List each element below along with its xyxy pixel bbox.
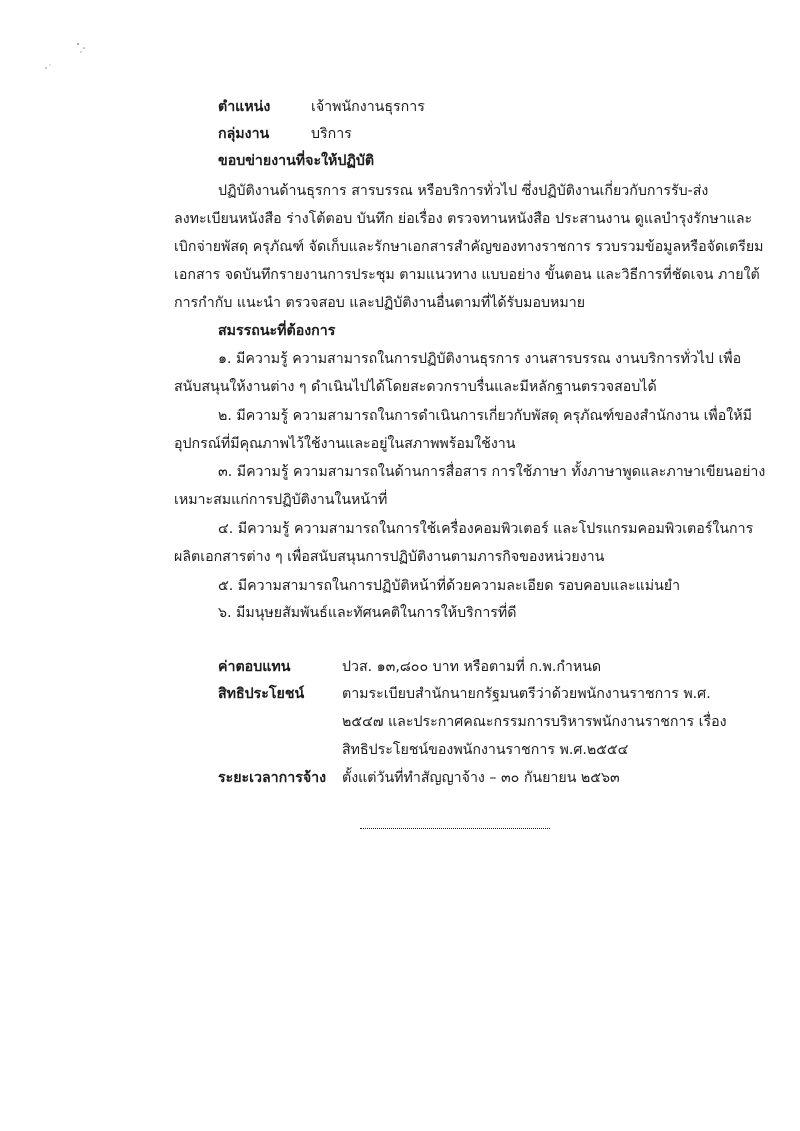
benefits-line: ๒๕๔๗ และประกาศคณะกรรมการบริหารพนักงานราชการ เรื่อง (342, 714, 727, 730)
scope-line: เบิกจ่ายพัสดุ ครุภัณฑ์ จัดเก็บและรักษาเอกสารสำคัญของทางราชการ รวบรวมข้อมูลหรือจัดเตรียม (174, 239, 764, 255)
benefits-line: ตามระเบียบสำนักนายกรัฐมนตรีว่าด้วยพนักงานราชการ พ.ศ. (342, 686, 711, 702)
period-value: ตั้งแต่วันที่ทำสัญญาจ้าง – ๓๐ กันยายน ๒๕๖๓ (342, 770, 620, 786)
competency-item: ๓. มีความรู้ ความสามารถในด้านการสื่อสาร การใช้ภาษา ทั้งภาษาพูดและภาษาเขียนอย่าง (218, 464, 766, 480)
competency-item-continued: อุปกรณ์ที่มีคุณภาพไว้ใช้งานและอยู่ในสภาพพร้อมใช้งาน (174, 436, 516, 452)
competency-item-continued: เหมาะสมแก่การปฏิบัติงานในหน้าที่ (174, 492, 388, 508)
scan-specks (40, 38, 100, 78)
competency-item: ๔. มีความรู้ ความสามารถในการใช้เครื่องคอมพิวเตอร์ และโปรแกรมคอมพิวเตอร์ในการ (218, 521, 754, 537)
compensation-label: ค่าตอบแทน (218, 659, 291, 675)
scope-line: ลงทะเบียนหนังสือ ร่างโต้ตอบ บันทึก ย่อเรื่อง ตรวจทานหนังสือ ประสานงาน ดูแลบำรุงรักษาและ (174, 211, 753, 227)
end-dotted-line (360, 818, 550, 829)
scope-line: การกำกับ แนะนำ ตรวจสอบ และปฏิบัติงานอื่นตามที่ได้รับมอบหมาย (174, 295, 586, 311)
period-label: ระยะเวลาการจ้าง (218, 770, 327, 786)
competency-item: ๑. มีความรู้ ความสามารถในการปฏิบัติงานธุรการ งานสารบรรณ งานบริการทั่วไป เพื่อ (218, 351, 742, 367)
benefits-label: สิทธิประโยชน์ (218, 686, 305, 702)
scope-line: ปฏิบัติงานด้านธุรการ สารบรรณ หรือบริการทั่วไป ซึ่งปฏิบัติงานเกี่ยวกับการรับ-ส่ง (218, 183, 709, 199)
scope-line: เอกสาร จดบันทึกรายงานการประชุม ตามแนวทาง แบบอย่าง ขั้นตอน และวิธีการที่ชัดเจน ภายใต้ (174, 267, 760, 283)
competency-heading: สมรรถนะที่ต้องการ (218, 323, 336, 339)
compensation-value: ปวส. ๑๓,๘๐๐ บาท หรือตามที่ ก.พ.กำหนด (342, 659, 602, 675)
group-value: บริการ (311, 126, 352, 142)
group-label: กลุ่มงาน (218, 126, 270, 142)
position-label: ตำแหน่ง (218, 99, 271, 115)
position-value: เจ้าพนักงานธุรการ (311, 99, 425, 115)
competency-item-continued: สนับสนุนให้งานต่าง ๆ ดำเนินไปได้โดยสะดวกราบรื่นและมีหลักฐานตรวจสอบได้ (174, 379, 657, 395)
scope-heading: ขอบข่ายงานที่จะให้ปฏิบัติ (218, 153, 375, 169)
competency-item: ๖. มีมนุษยสัมพันธ์และทัศนคติในการให้บริการที่ดี (218, 605, 517, 621)
competency-item: ๕. มีความสามารถในการปฏิบัติหน้าที่ด้วยความละเอียด รอบคอบและแม่นยำ (218, 578, 681, 594)
benefits-line: สิทธิประโยชน์ของพนักงานราชการ พ.ศ.๒๕๕๔ (342, 742, 629, 758)
competency-item: ๒. มีความรู้ ความสามารถในการดำเนินการเกี่ยวกับพัสดุ ครุภัณฑ์ของสำนักงาน เพื่อให้มี (218, 408, 752, 424)
competency-item-continued: ผลิตเอกสารต่าง ๆ เพื่อสนับสนุนการปฏิบัติงานตามภารกิจของหน่วยงาน (174, 549, 605, 565)
